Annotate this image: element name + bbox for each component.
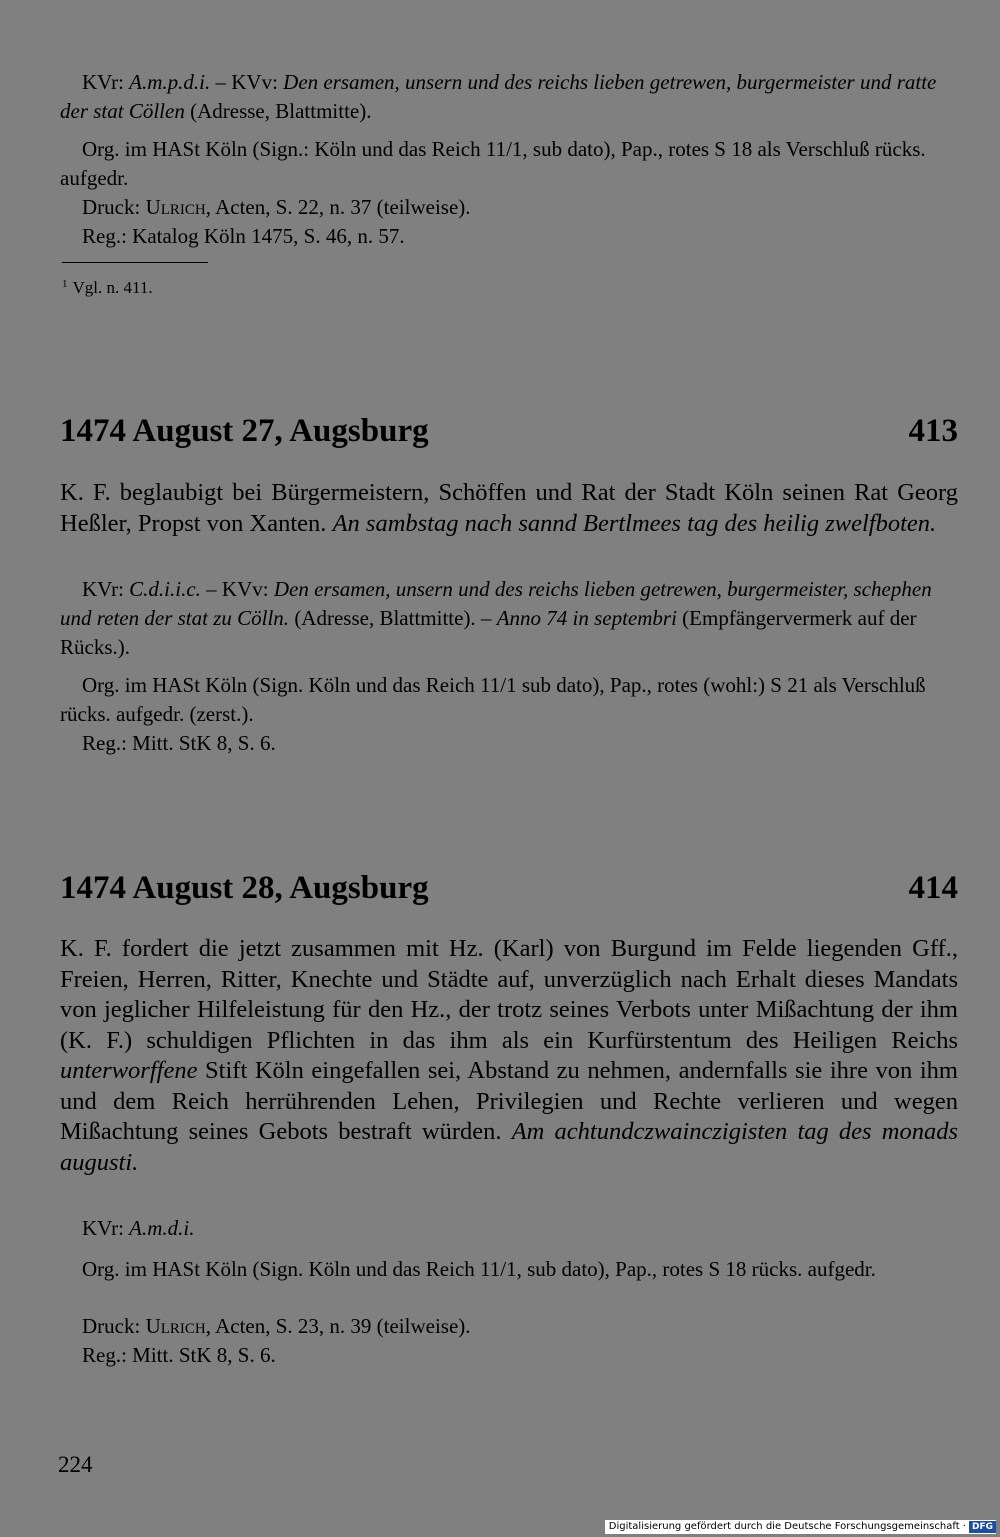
author-name: Ulrich [145, 1314, 206, 1338]
doc-414-kv-line: KVr: A.m.d.i. [82, 1216, 195, 1240]
dfg-logo: DFG [969, 1521, 996, 1533]
page-number: 224 [58, 1452, 93, 1477]
kv-siglum: A.m.d.i. [129, 1216, 195, 1240]
doc-413-summary: K. F. beglaubigt bei Bürgermeistern, Schöffen und Rat der Stadt Köln seinen Rat Georg Heßler, Propst von Xanten. An sambstag nach sannd Bertlmees tag des heilig zwelfboten. [60, 479, 958, 537]
doc-413-number: 413 [908, 413, 958, 449]
doc-414-references [60, 1312, 958, 1370]
footnote-mark: 1 [62, 278, 68, 290]
author-name: Ulrich [145, 195, 206, 219]
prev-druck-line: Druck: Ulrich, Acten, S. 22, n. 37 (teilweise). [82, 195, 471, 219]
footnote-rule [62, 262, 208, 263]
doc-413-reg-line: Reg.: Mitt. StK 8, S. 6. [82, 731, 276, 755]
doc-414-druck-line: Druck: Ulrich, Acten, S. 23, n. 39 (teilweise). [82, 1314, 471, 1338]
digitization-credit [605, 1520, 996, 1534]
kv-siglum: C.d.i.i.c. [129, 577, 201, 601]
doc-413-org-line: Org. im HASt Köln (Sign. Köln und das Reich 11/1 sub dato), Pap., rotes (wohl:) S 21 als Verschluß rücks. aufgedr. (zerst.). [60, 673, 926, 726]
doc-414-number: 414 [908, 870, 958, 906]
doc-414-dating-clause: Am achtundczwainczigisten tag des monads augusti. [60, 1118, 959, 1176]
prev-org-line: Org. im HASt Köln (Sign.: Köln und das Reich 11/1, sub dato), Pap., rotes S 18 als Verschluß rücks. aufgedr. [60, 137, 926, 190]
doc-413-heading [60, 411, 958, 451]
kv-address: Den ersamen, unsern und des reichs lieben getrewen, burgermeister, schephen und reten der stat zu Cölln. [60, 577, 932, 630]
doc-413-references [60, 729, 958, 758]
kv-separator: – KVv: [210, 70, 284, 94]
doc-414-org-line: Org. im HASt Köln (Sign. Köln und das Reich 11/1, sub dato), Pap., rotes S 18 rücks. aufgedr. [82, 1257, 876, 1281]
kv-address: Den ersamen, unsern und des reichs lieben getrewen, burgermeister und ratte der stat Cöllen [60, 70, 937, 123]
kv-receipt-note: Anno 74 in septembri [496, 606, 677, 630]
kv-label: KVr: [82, 70, 130, 94]
doc-414-summary: K. F. fordert die jetzt zusammen mit Hz. (Karl) von Burgund im Felde liegenden Gff., Freien, Herren, Ritter, Knechte und Städte auf, unverzüglich nach Erhalt dieses Mandats von jeglicher Hilfeleistung für den Hz., der trotz seines Verbots unter Mißachtung der ihm (K. F.) schuldigen Pflichten in das ihm als ein Kurfürstentum des Heiligen Reichs unterworffene Stift Köln eingefallen sei, Abstand zu nehmen, andernfalls sie ihre von ihm und dem Reich herrührenden Lehen, Privilegien und Rechte verlieren und wegen Mißachtung seines Gebots bestraft würden. Am achtundczwainczigisten tag des monads augusti. [60, 935, 959, 1176]
doc-414-date-place: 1474 August 28, Augsburg [60, 870, 429, 906]
footnote-text: Vgl. n. 411. [72, 278, 153, 297]
doc-414-heading [60, 868, 958, 908]
footnote [62, 274, 153, 298]
doc-413-date-place: 1474 August 27, Augsburg [60, 413, 429, 449]
doc-414-reg-line: Reg.: Mitt. StK 8, S. 6. [82, 1343, 276, 1367]
prev-reg-line: Reg.: Katalog Köln 1475, S. 46, n. 57. [82, 224, 405, 248]
doc-413-dating-clause: An sambstag nach sannd Bertlmees tag des heilig zwelfboten. [332, 509, 937, 537]
kv-siglum: A.m.p.d.i. [129, 70, 211, 94]
doc-413-kv-line: KVr: C.d.i.i.c. – KVv: Den ersamen, unsern und des reichs lieben getrewen, burgermeister, schephen und reten der stat zu Cölln. (Adresse, Blattmitte). – Anno 74 in septembri (Empfängervermerk auf der Rücks.). [60, 577, 932, 659]
credit-text: Digitalisierung gefördert durch die Deutsche Forschungsgemeinschaft · [608, 1521, 966, 1532]
prev-kv-line [60, 68, 958, 126]
kv-note: (Adresse, Blattmitte). [184, 99, 372, 123]
prev-references [60, 193, 958, 251]
